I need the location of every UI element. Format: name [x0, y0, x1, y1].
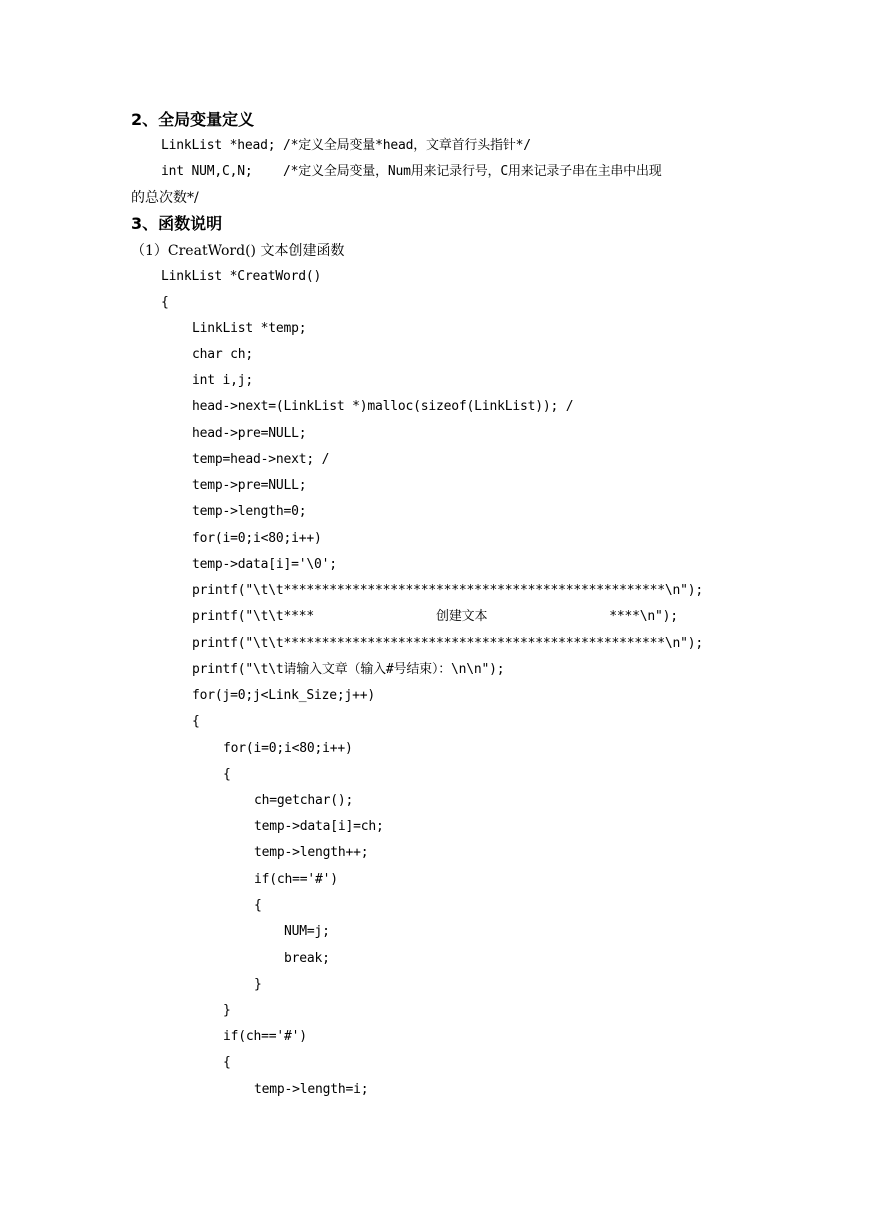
global-declaration-line: LinkList *head; /*定义全局变量*head，文章首行头指针*/: [161, 138, 531, 153]
code-line: char ch;: [192, 347, 254, 362]
code-line: head->pre=NULL;: [192, 426, 307, 441]
code-line: temp->data[i]='\0';: [192, 557, 337, 572]
code-line: temp->data[i]=ch;: [254, 819, 384, 834]
code-line: break;: [284, 951, 330, 966]
section-heading-function-description: 3、函数说明: [131, 214, 223, 233]
global-declaration-line: int NUM,C,N; /*定义全局变量，Num用来记录行号，C用来记录子串在主串中出现: [161, 164, 662, 179]
code-line: temp->pre=NULL;: [192, 478, 307, 493]
code-line: ch=getchar();: [254, 793, 354, 808]
code-line: NUM=j;: [284, 924, 330, 939]
code-line: temp->length=0;: [192, 504, 307, 519]
code-line: LinkList *temp;: [192, 321, 307, 336]
code-line: }: [254, 977, 262, 992]
code-line: printf("\t\t**************************************************\n");: [192, 636, 703, 651]
code-line: for(i=0;i<80;i++): [223, 741, 353, 756]
code-line: {: [223, 1055, 231, 1070]
code-line: temp=head->next; /: [192, 452, 330, 467]
code-line: temp->length=i;: [254, 1082, 369, 1097]
code-line: for(i=0;i<80;i++): [192, 531, 322, 546]
code-line: {: [161, 295, 169, 310]
code-line: if(ch=='#'): [223, 1029, 307, 1044]
code-line: }: [223, 1003, 231, 1018]
code-line: LinkList *CreatWord(): [161, 269, 322, 284]
code-line: {: [254, 898, 262, 913]
code-line: head->next=(LinkList *)malloc(sizeof(LinkList)); /: [192, 399, 574, 414]
code-line: int i,j;: [192, 373, 254, 388]
section-heading-global-variables: 2、全局变量定义: [131, 110, 255, 129]
code-line: {: [192, 714, 200, 729]
code-line: if(ch=='#'): [254, 872, 338, 887]
code-line: printf("\t\t请输入文章（输入#号结束）：\n\n");: [192, 662, 505, 677]
code-line: {: [223, 767, 231, 782]
code-line: temp->length++;: [254, 845, 369, 860]
code-line: printf("\t\t**************************************************\n");: [192, 583, 703, 598]
code-line: printf("\t\t**** 创建文本 ****\n");: [192, 609, 678, 624]
code-line: for(j=0;j<Link_Size;j++): [192, 688, 376, 703]
function-subheading: （1）CreatWord() 文本创建函数: [131, 243, 345, 259]
global-declaration-line: 的总次数*/: [131, 190, 199, 206]
